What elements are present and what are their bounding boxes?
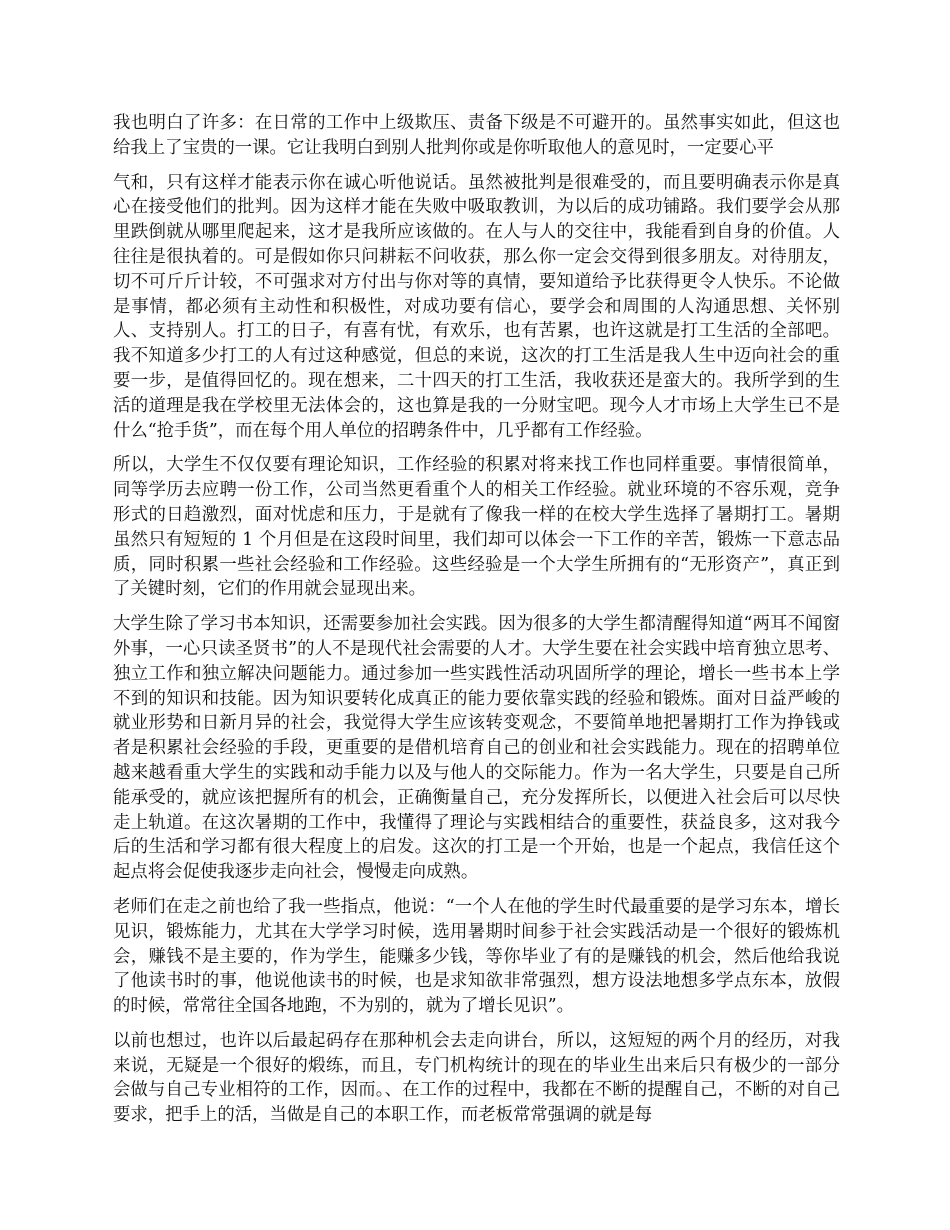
paragraph-3: 所以，大学生不仅仅要有理论知识，工作经验的积累对将来找工作也同样重要。事情很简单，同等学历去应聘一份工作，公司当然更看重个人的相关工作经验。就业环境的不容乐观，竞争形式的日趋激烈，面对忧虑和压力，于是就有了像我一样的在校大学生选择了暑期打工。暑期虽然只有短短的 1 个月但是在这段时间里，我们却可以体会一下工作的辛苦，锻炼一下意志品质，同时积累一些社会经验和工作经验。这些经验是一个大学生所拥有的“无形资产”，真正到了关键时刻，它们的作用就会显现出来。 bbox=[113, 455, 840, 600]
paragraph-4: 大学生除了学习书本知识，还需要参加社会实践。因为很多的大学生都清醒得知道“两耳不闻窗外事，一心只读圣贤书”的人不是现代社会需要的人才。大学生要在社会实践中培育独立思考、独立工作和独立解决问题能力。通过参加一些实践性活动巩固所学的理论，增长一些书本上学不到的知识和技能。因为知识要转化成真正的能力要依靠实践的经验和锻炼。面对日益严峻的就业形势和日新月异的社会，我觉得大学生应该转变观念，不要简单地把暑期打工作为挣钱或者是积累社会经验的手段，更重要的是借机培育自己的创业和社会实践能力。现在的招聘单位越来越看重大学生的实践和动手能力以及与他人的交际能力。作为一名大学生，只要是自己所能承受的，就应该把握所有的机会，正确衡量自己，充分发挥所长，以便进入社会后可以尽快走上轨道。在这次暑期的工作中，我懂得了理论与实践相结合的重要性，获益良多，这对我今后的生活和学习都有很大程度上的启发。这次的打工是一个开始，也是一个起点，我信任这个起点将会促使我逐步走向社会，慢慢走向成熟。 bbox=[113, 614, 840, 883]
paragraph-1: 我也明白了许多：在日常的工作中上级欺压、责备下级是不可避开的。虽然事实如此，但这也给我上了宝贵的一课。它让我明白到别人批判你或是你听取他人的意见时，一定要心平 bbox=[113, 113, 840, 158]
paragraph-6: 以前也想过，也许以后最起码存在那种机会去走向讲台，所以，这短短的两个月的经历，对我来说，无疑是一个很好的煅练，而且，专门机构统计的现在的毕业生出来后只有极少的一部分会做与自己专业相符的工作，因而。、在工作的过程中，我都在不断的提醒自己，不断的对自己要求，把手上的活，当做是自己的本职工作，而老板常常强调的就是每 bbox=[113, 1030, 840, 1126]
document-body bbox=[113, 111, 840, 1138]
paragraph-2: 气和，只有这样才能表示你在诚心听他说话。虽然被批判是很难受的，而且要明确表示你是真心在接受他们的批判。因为这样才能在失败中吸取教训，为以后的成功铺路。我们要学会从那里跌倒就从哪里爬起来，这才是我所应该做的。在人与人的交往中，我能看到自身的价值。人往往是很执着的。可是假如你只问耕耘不问收获，那么你一定会交得到很多朋友。对待朋友，切不可斤斤计较，不可强求对方付出与你对等的真情，要知道给予比获得更令人快乐。不论做是事情，都必须有主动性和积极性，对成功要有信心，要学会和周围的人沟通思想、关怀别人、支持别人。打工的日子，有喜有忧，有欢乐，也有苦累，也许这就是打工生活的全部吧。我不知道多少打工的人有过这种感觉，但总的来说，这次的打工生活是我人生中迈向社会的重要一步，是值得回忆的。现在想来，二十四天的打工生活，我收获还是蛮大的。我所学到的生活的道理是我在学校里无法体会的，这也算是我的一分财宝吧。现今人才市场上大学生已不是什么“抢手货”，而在每个用人单位的招聘条件中，几乎都有工作经验。 bbox=[113, 172, 840, 441]
paragraph-5: 老师们在走之前也给了我一些指点，他说：“一个人在他的学生时代最重要的是学习东本，增长见识，锻炼能力，尤其在大学学习时候，选用暑期时间参于社会实践活动是一个很好的锻炼机会，赚钱不是主要的，作为学生，能赚多少钱，等你毕业了有的是赚钱的机会，然后他给我说了他读书时的事，他说他读书的时候，也是求知欲非常强烈，想方设法地想多学点东本，放假的时候，常常往全国各地跑，不为别的，就为了增长见识”。 bbox=[113, 896, 840, 1017]
